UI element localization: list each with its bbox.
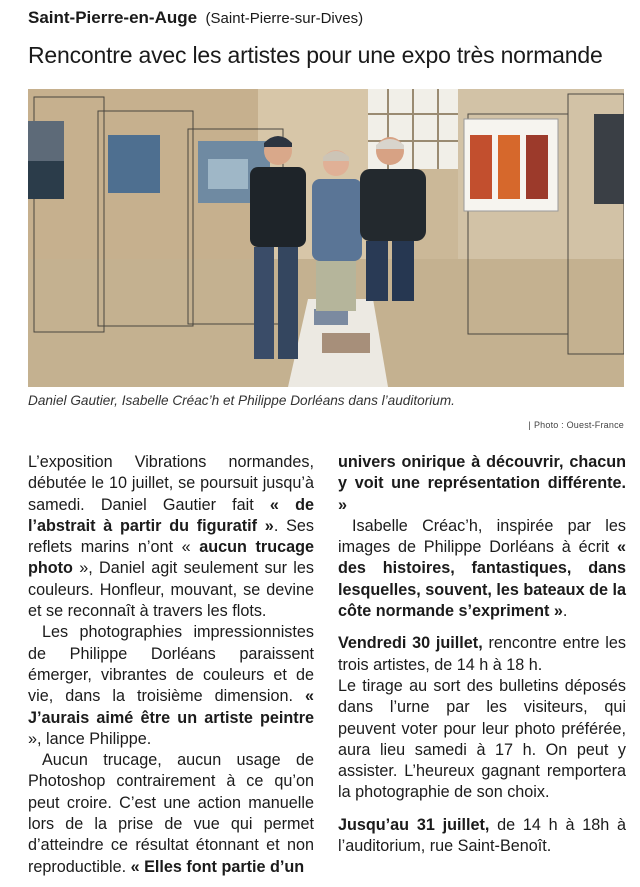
text-run: L’exposition Vibrations normandes, débutée le 10 juillet, se poursuit jusqu’à samedi. Daniel Gautier fait [28, 453, 314, 514]
text-run: », Daniel agit seulement sur les couleurs. Honfleur, mouvant, se devine et se reconnaît à travers les flots. [28, 559, 314, 621]
credit-source: Ouest-France [566, 420, 624, 430]
paragraph [28, 622, 314, 750]
article-photo [28, 89, 624, 387]
article-column-1 [28, 452, 314, 878]
town-name: Saint-Pierre-en-Auge [28, 8, 198, 27]
photo-credit: | Photo : Ouest-France [528, 420, 624, 430]
text-run: Le tirage au sort des bulletins déposés dans l’urne par les visiteurs, qui peuvent voter pour leur photo préférée, aura lieu samedi à 17 h. On peut y assister. L’heureux gagnant remportera la photographie de son choix. [338, 676, 626, 802]
subtown-name: (Saint-Pierre-sur-Dives) [205, 10, 364, 27]
text-run: Aucun trucage, aucun usage de Photoshop contrairement à ce qu’on peut croire. C’est une action manuelle lors de la prise de vue qui permet d’atteindre ce résultat étonnant et non reproductible. [28, 751, 314, 876]
quote: « J’aurais aimé être un artiste peintre [28, 687, 314, 727]
paragraph [338, 516, 626, 622]
photo-caption: Daniel Gautier, Isabelle Créac’h et Philippe Dorléans dans l’auditorium. [28, 393, 455, 408]
quote: aucun trucage photo [28, 538, 314, 578]
text-run: . Ses reflets marins n’ont « [28, 516, 314, 557]
article-column-2 [338, 452, 626, 857]
quote: « des histoires, fantastiques, dans lesquelles, souvent, les bateaux de la côte normande s’expriment » [338, 538, 626, 621]
paragraph [338, 676, 626, 804]
event-date: Jusqu’au 31 juillet, [338, 815, 490, 834]
text-run: rencontre entre les trois artistes, de 14 h à 18 h. [338, 634, 627, 674]
event-date: Vendredi 30 juillet, [338, 634, 483, 653]
quote: « Elles font partie d’un [130, 857, 305, 876]
photo-illustration [28, 89, 624, 387]
paragraph [338, 452, 626, 516]
quote: « de l’abstrait à partir du figuratif » [28, 495, 314, 535]
text-run: Les photographies impressionnistes de Philippe Dorléans paraissent émerger, vibrantes de couleurs et de vie, dans la troisième dimension. [28, 623, 314, 706]
quote: univers onirique à découvrir, chacun y voit une représentation différente. » [338, 453, 626, 514]
text-run: », lance Philippe. [28, 729, 152, 748]
credit-label: Photo : [533, 420, 564, 430]
article-header [28, 8, 628, 28]
paragraph [28, 452, 314, 622]
paragraph [338, 633, 626, 676]
paragraph [338, 815, 626, 858]
text-run: de 14 h à 18h à l’auditorium, rue Saint-Benoît. [338, 815, 627, 856]
article-title: Rencontre avec les artistes pour une expo très normande [28, 42, 603, 68]
text-run: . [562, 602, 568, 621]
text-run: Isabelle Créac’h, inspirée par les images de Philippe Dorléans à écrit [338, 516, 626, 557]
paragraph [28, 750, 314, 878]
